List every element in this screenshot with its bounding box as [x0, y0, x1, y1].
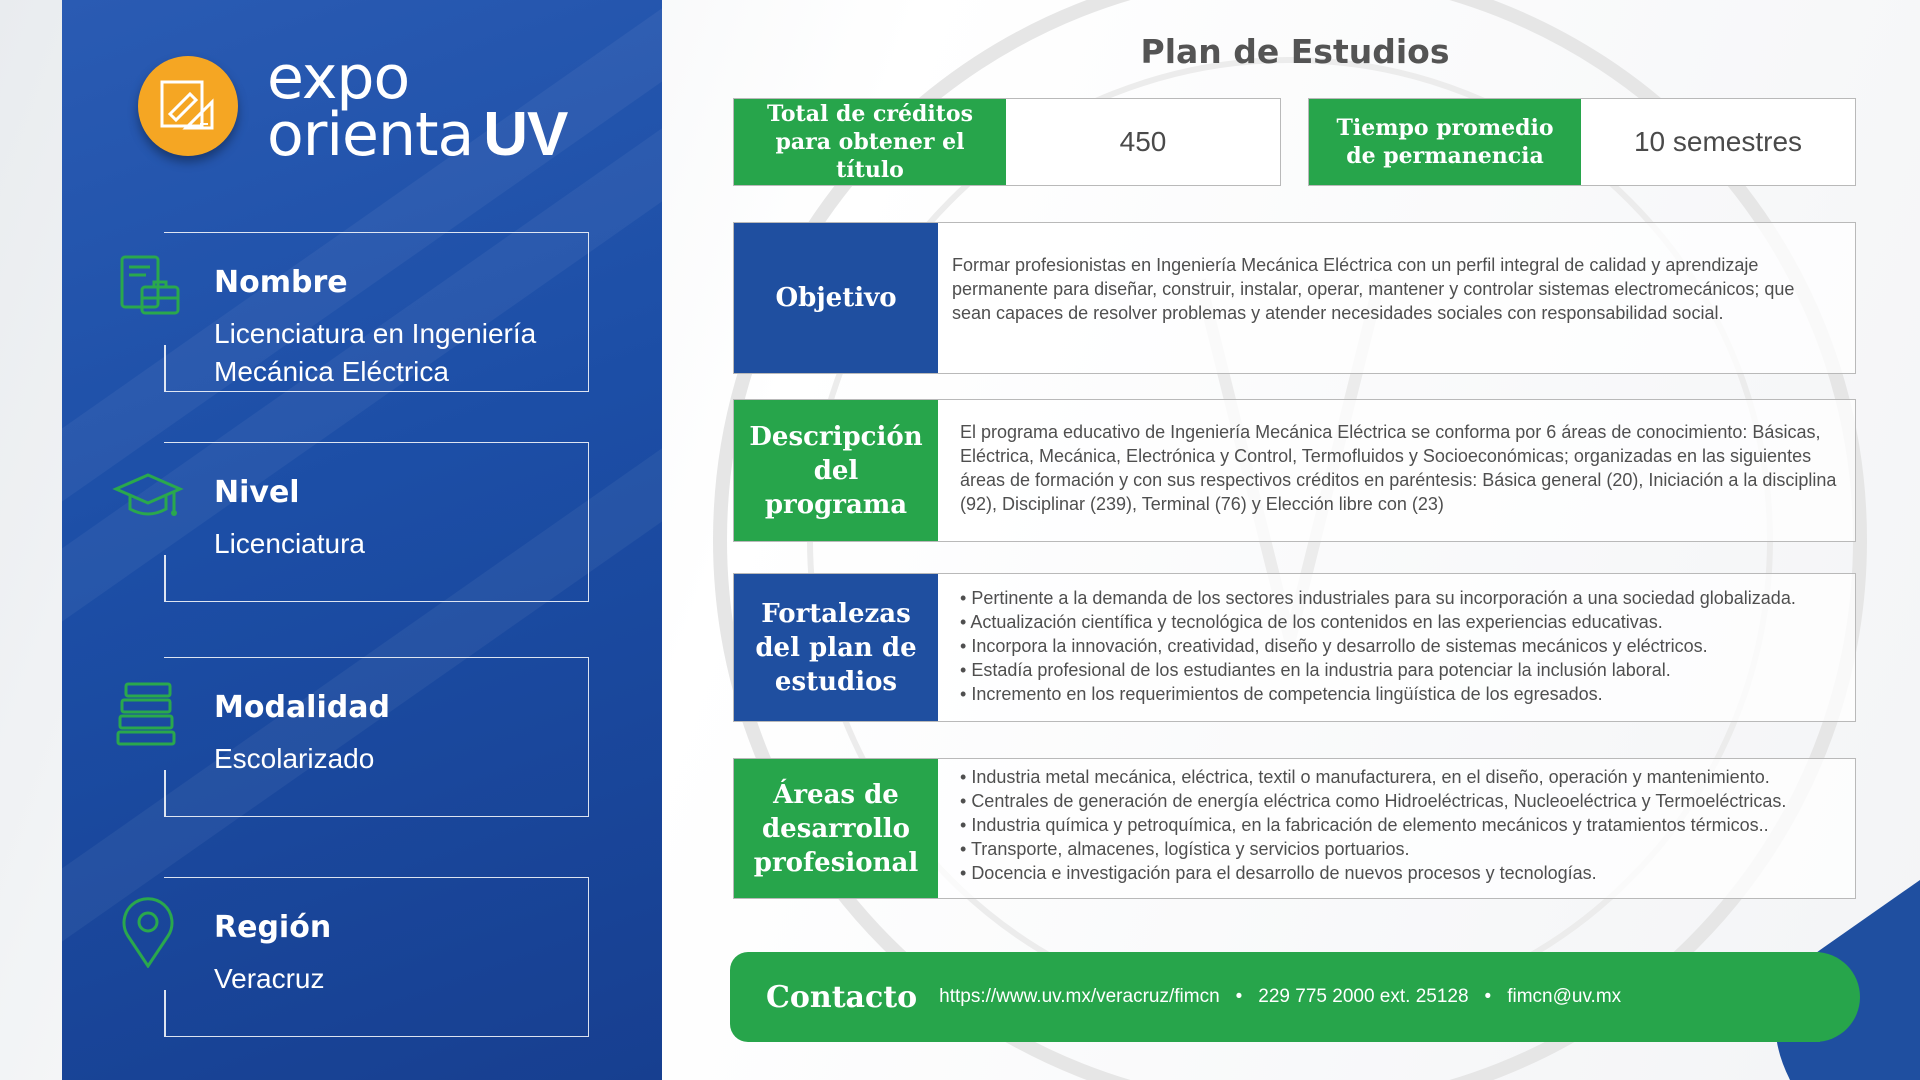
section-fortalezas	[733, 573, 1856, 722]
card-nombre	[164, 232, 589, 392]
page-title: Plan de Estudios	[1140, 32, 1450, 71]
section-label: Objetivo	[734, 223, 938, 373]
list-item: • Incorpora la innovación, creatividad, diseño y desarrollo de sistemas mecánicos y eléctricos.	[960, 634, 1837, 658]
logo-uv: UV	[483, 100, 568, 169]
card-value: Licenciatura en Ingeniería Mecánica Eléctrica	[214, 318, 537, 387]
time-label: Tiempo promedio de permanencia	[1309, 99, 1581, 185]
card-title: Nombre	[214, 265, 348, 300]
section-label: Áreas de desarrollo profesional	[734, 759, 938, 898]
credits-value: 450	[1119, 126, 1167, 157]
section-descripcion	[733, 399, 1856, 542]
contact-phone: 229 775 2000 ext. 25128	[1258, 986, 1469, 1007]
card-title: Región	[214, 910, 332, 945]
list-item: • Estadía profesional de los estudiantes en la industria para potenciar la inclusión laboral.	[960, 658, 1837, 682]
credits-label: Total de créditos para obtener el título	[734, 99, 1006, 185]
contact-bar	[730, 952, 1820, 1042]
time-box	[1308, 98, 1856, 186]
logo-orienta: orienta	[267, 100, 474, 170]
section-label: Descripción del programa	[734, 400, 938, 541]
graduation-cap-icon	[112, 461, 184, 533]
contact-separator: •	[1484, 986, 1492, 1007]
card-title: Nivel	[214, 475, 300, 510]
list-item: • Incremento en los requerimientos de competencia lingüística de los egresados.	[960, 682, 1837, 706]
section-text: El programa educativo de Ingeniería Mecánica Eléctrica se conforma por 6 áreas de conocimiento: Básicas, Eléctrica, Mecánica, Electrónica y Control, Termofluidos y Socioeconómicas; organizadas en las siguientes áreas de formación y con sus respectivos créditos en paréntesis: Básica general (20), Iniciación a la disciplina (92), Disciplinar (239), Terminal (76) y Elección libre con (23)	[960, 422, 1837, 514]
logo-wordmark	[267, 43, 568, 170]
card-nivel	[164, 442, 589, 602]
contact-separator: •	[1235, 986, 1243, 1007]
logo-expo: expo	[267, 43, 410, 113]
list-item: • Actualización científica y tecnológica de los contenidos en las experiencias educativas.	[960, 610, 1837, 634]
drafting-icon	[156, 74, 220, 138]
list-item: • Centrales de generación de energía eléctrica como Hidroeléctricas, Nucleoeléctrica y Termoeléctricas.	[960, 789, 1837, 813]
card-region	[164, 877, 589, 1037]
list-item: • Pertinente a la demanda de los sectores industriales para su incorporación a una sociedad globalizada.	[960, 586, 1837, 610]
contact-label: Contacto	[766, 979, 918, 1015]
stacked-books-icon	[112, 676, 184, 748]
list-item: • Transporte, almacenes, logística y servicios portuarios.	[960, 837, 1837, 861]
section-text: Formar profesionistas en Ingeniería Mecánica Eléctrica con un perfil integral de calidad y aprendizaje permanente para diseñar, construir, instalar, operar, mantener y controlar sistemas electromecánicos; que sean capaces de resolver problemas y atender necesidades sociales con responsabilidad social.	[952, 255, 1795, 323]
section-objetivo	[733, 222, 1856, 374]
section-areas	[733, 758, 1856, 899]
list-item: • Industria química y petroquímica, en la fabricación de elemento mecánicos y tratamientos térmicos..	[960, 813, 1837, 837]
card-value: Licenciatura	[214, 528, 365, 559]
document-briefcase-icon	[112, 251, 184, 323]
location-pin-icon	[112, 896, 184, 968]
card-modalidad	[164, 657, 589, 817]
logo-emblem	[138, 56, 238, 156]
contact-email-link[interactable]: fimcn@uv.mx	[1507, 986, 1622, 1007]
left-panel	[62, 0, 662, 1080]
section-list	[938, 759, 1855, 898]
list-item: • Industria metal mecánica, eléctrica, textil o manufacturera, en el diseño, operación y mantenimiento.	[960, 765, 1837, 789]
card-value: Escolarizado	[214, 743, 375, 774]
contact-url-link[interactable]: https://www.uv.mx/veracruz/fimcn	[939, 986, 1220, 1007]
card-title: Modalidad	[214, 690, 390, 725]
section-label: Fortalezas del plan de estudios	[734, 574, 938, 721]
credits-box	[733, 98, 1281, 186]
list-item: • Docencia e investigación para el desarrollo de nuevos procesos y tecnologías.	[960, 861, 1837, 885]
section-list	[938, 574, 1855, 721]
time-value: 10 semestres	[1633, 126, 1803, 157]
card-value: Veracruz	[214, 963, 325, 994]
